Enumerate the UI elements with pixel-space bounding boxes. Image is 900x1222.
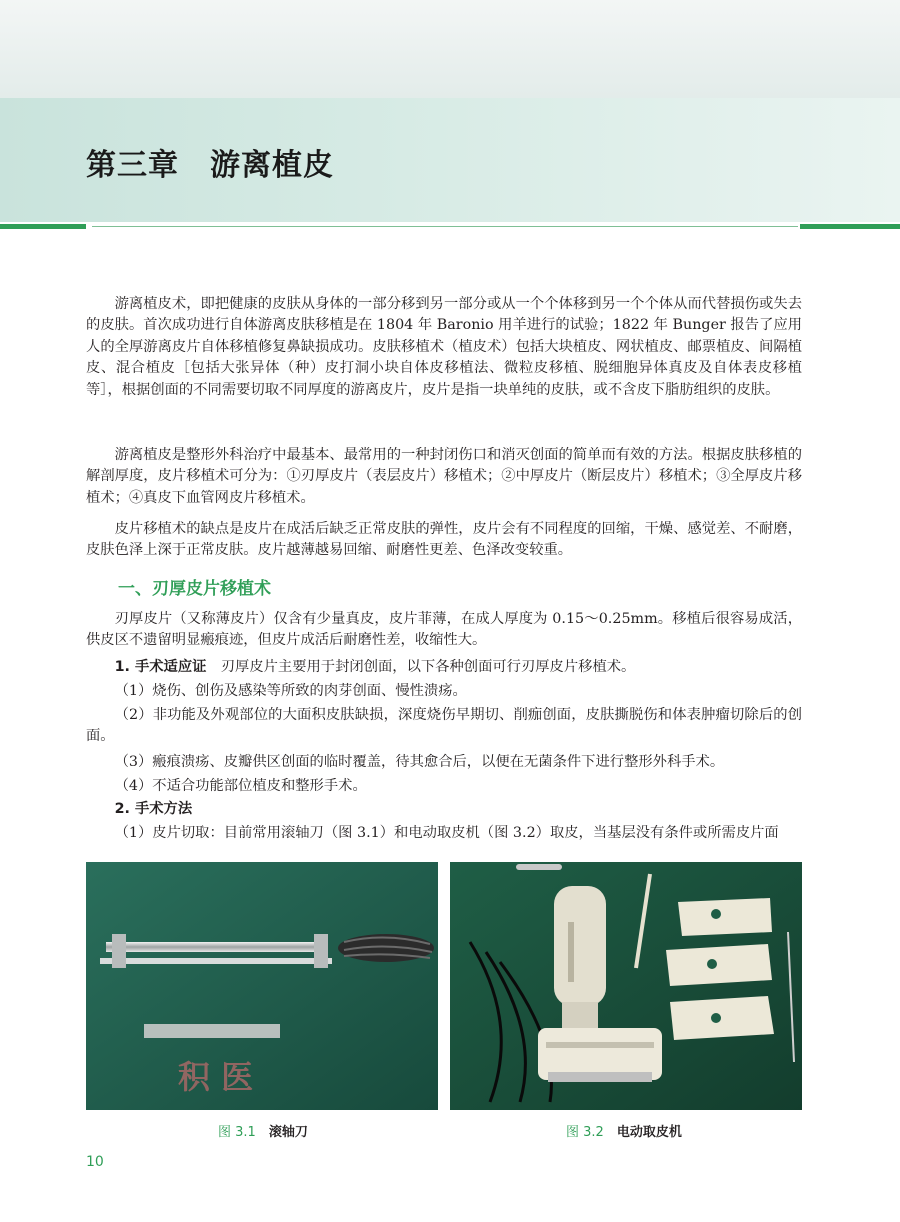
paragraph-split-thickness: 刃厚皮片（又称薄皮片）仅含有少量真皮，皮片菲薄，在成人厚度为 0.15～0.25mm。移植后很容易成活，供皮区不遗留明显瘢痕迹，但皮片成活后耐磨性差，收缩性大。 <box>86 611 802 649</box>
indications-text: 刃厚皮片主要用于封闭创面，以下各种创面可行刃厚皮片移植术。 <box>206 659 636 675</box>
page-number: 10 <box>86 1154 104 1170</box>
figure-caption-2 <box>566 1121 682 1140</box>
indication-item-2: （2）非功能及外观部位的大面积皮肤缺损，深度烧伤早期切、削痂创面，皮肤撕脱伤和体表肿瘤切除后的创面。 <box>86 707 802 745</box>
header-rule-right <box>800 224 900 229</box>
section-heading: 一、刃厚皮片移植术 <box>118 579 271 599</box>
indication-item-4: （4）不适合功能部位植皮和整形手术。 <box>114 778 367 794</box>
indications-line <box>86 657 802 678</box>
method-heading-line <box>86 799 802 820</box>
indications-heading: 1. 手术适应证 <box>114 659 207 675</box>
figure-caption-1 <box>218 1121 308 1140</box>
paragraph-intro: 游离植皮术，即把健康的皮肤从身体的一部分移到另一部分或从一个个体移到另一个个体从而代替损伤或失去的皮肤。首次成功进行自体游离皮肤移植是在 1804 年 Baronio 用羊进行的试验；1822 年 Bunger 报告了应用人的全厚游离皮片自体移植修复鼻缺损成功。皮肤移植术（植皮术）包括大块植皮、网状植皮、邮票植皮、间隔植皮、混合植皮［包括大张异体（种）皮打洞小块自体皮移植法、微粒皮移植、脱细胞异体真皮及自体表皮移植等］，根据创面的不同需要切取不同厚度的游离皮片，皮片是指一块单纯的皮肤，或不含皮下脂肪组织的皮肤。 <box>86 296 802 398</box>
fig1-title: 滚轴刀 <box>268 1125 308 1140</box>
dermatome-illustration <box>450 862 802 1110</box>
method-item-1: （1）皮片切取：目前常用滚轴刀（图 3.1）和电动取皮机（图 3.2）取皮，当基层没有条件或所需皮片面 <box>114 825 779 841</box>
method-heading: 2. 手术方法 <box>114 801 193 817</box>
header-top-band <box>0 0 900 98</box>
paragraph-drawbacks: 皮片移植术的缺点是皮片在成活后缺乏正常皮肤的弹性，皮片会有不同程度的回缩，干燥、感觉差、不耐磨，皮肤色泽上深于正常皮肤。皮片越薄越易回缩、耐磨性更差、色泽改变较重。 <box>86 521 802 559</box>
indication-item-3: （3）瘢痕溃疡、皮瓣供区创面的临时覆盖，待其愈合后，以便在无菌条件下进行整形外科手术。 <box>114 754 725 770</box>
roller-knife-illustration <box>86 862 438 1110</box>
indication-item-1: （1）烧伤、创伤及感染等所致的肉芽创面、慢性溃疡。 <box>114 683 467 699</box>
fig1-label: 图 3.1 <box>218 1125 256 1140</box>
chapter-title: 第三章 游离植皮 <box>86 148 334 183</box>
paragraph-classification: 游离植皮是整形外科治疗中最基本、最常用的一种封闭伤口和消灭创面的简单而有效的方法。根据皮肤移植的解剖厚度，皮片移植术可分为：①刃厚皮片（表层皮片）移植术；②中厚皮片（断层皮片）移植术；③全厚皮片移植术；④真皮下血管网皮片移植术。 <box>86 447 802 506</box>
figure-electric-dermatome-photo <box>450 862 802 1110</box>
figure-roller-knife-photo <box>86 862 438 1110</box>
fig1-stamp-text: 积 医 <box>178 1058 254 1096</box>
fig2-label: 图 3.2 <box>566 1125 604 1140</box>
header-rule-left <box>0 224 86 229</box>
fig2-title: 电动取皮机 <box>616 1125 682 1140</box>
header-rule-middle <box>92 226 798 227</box>
